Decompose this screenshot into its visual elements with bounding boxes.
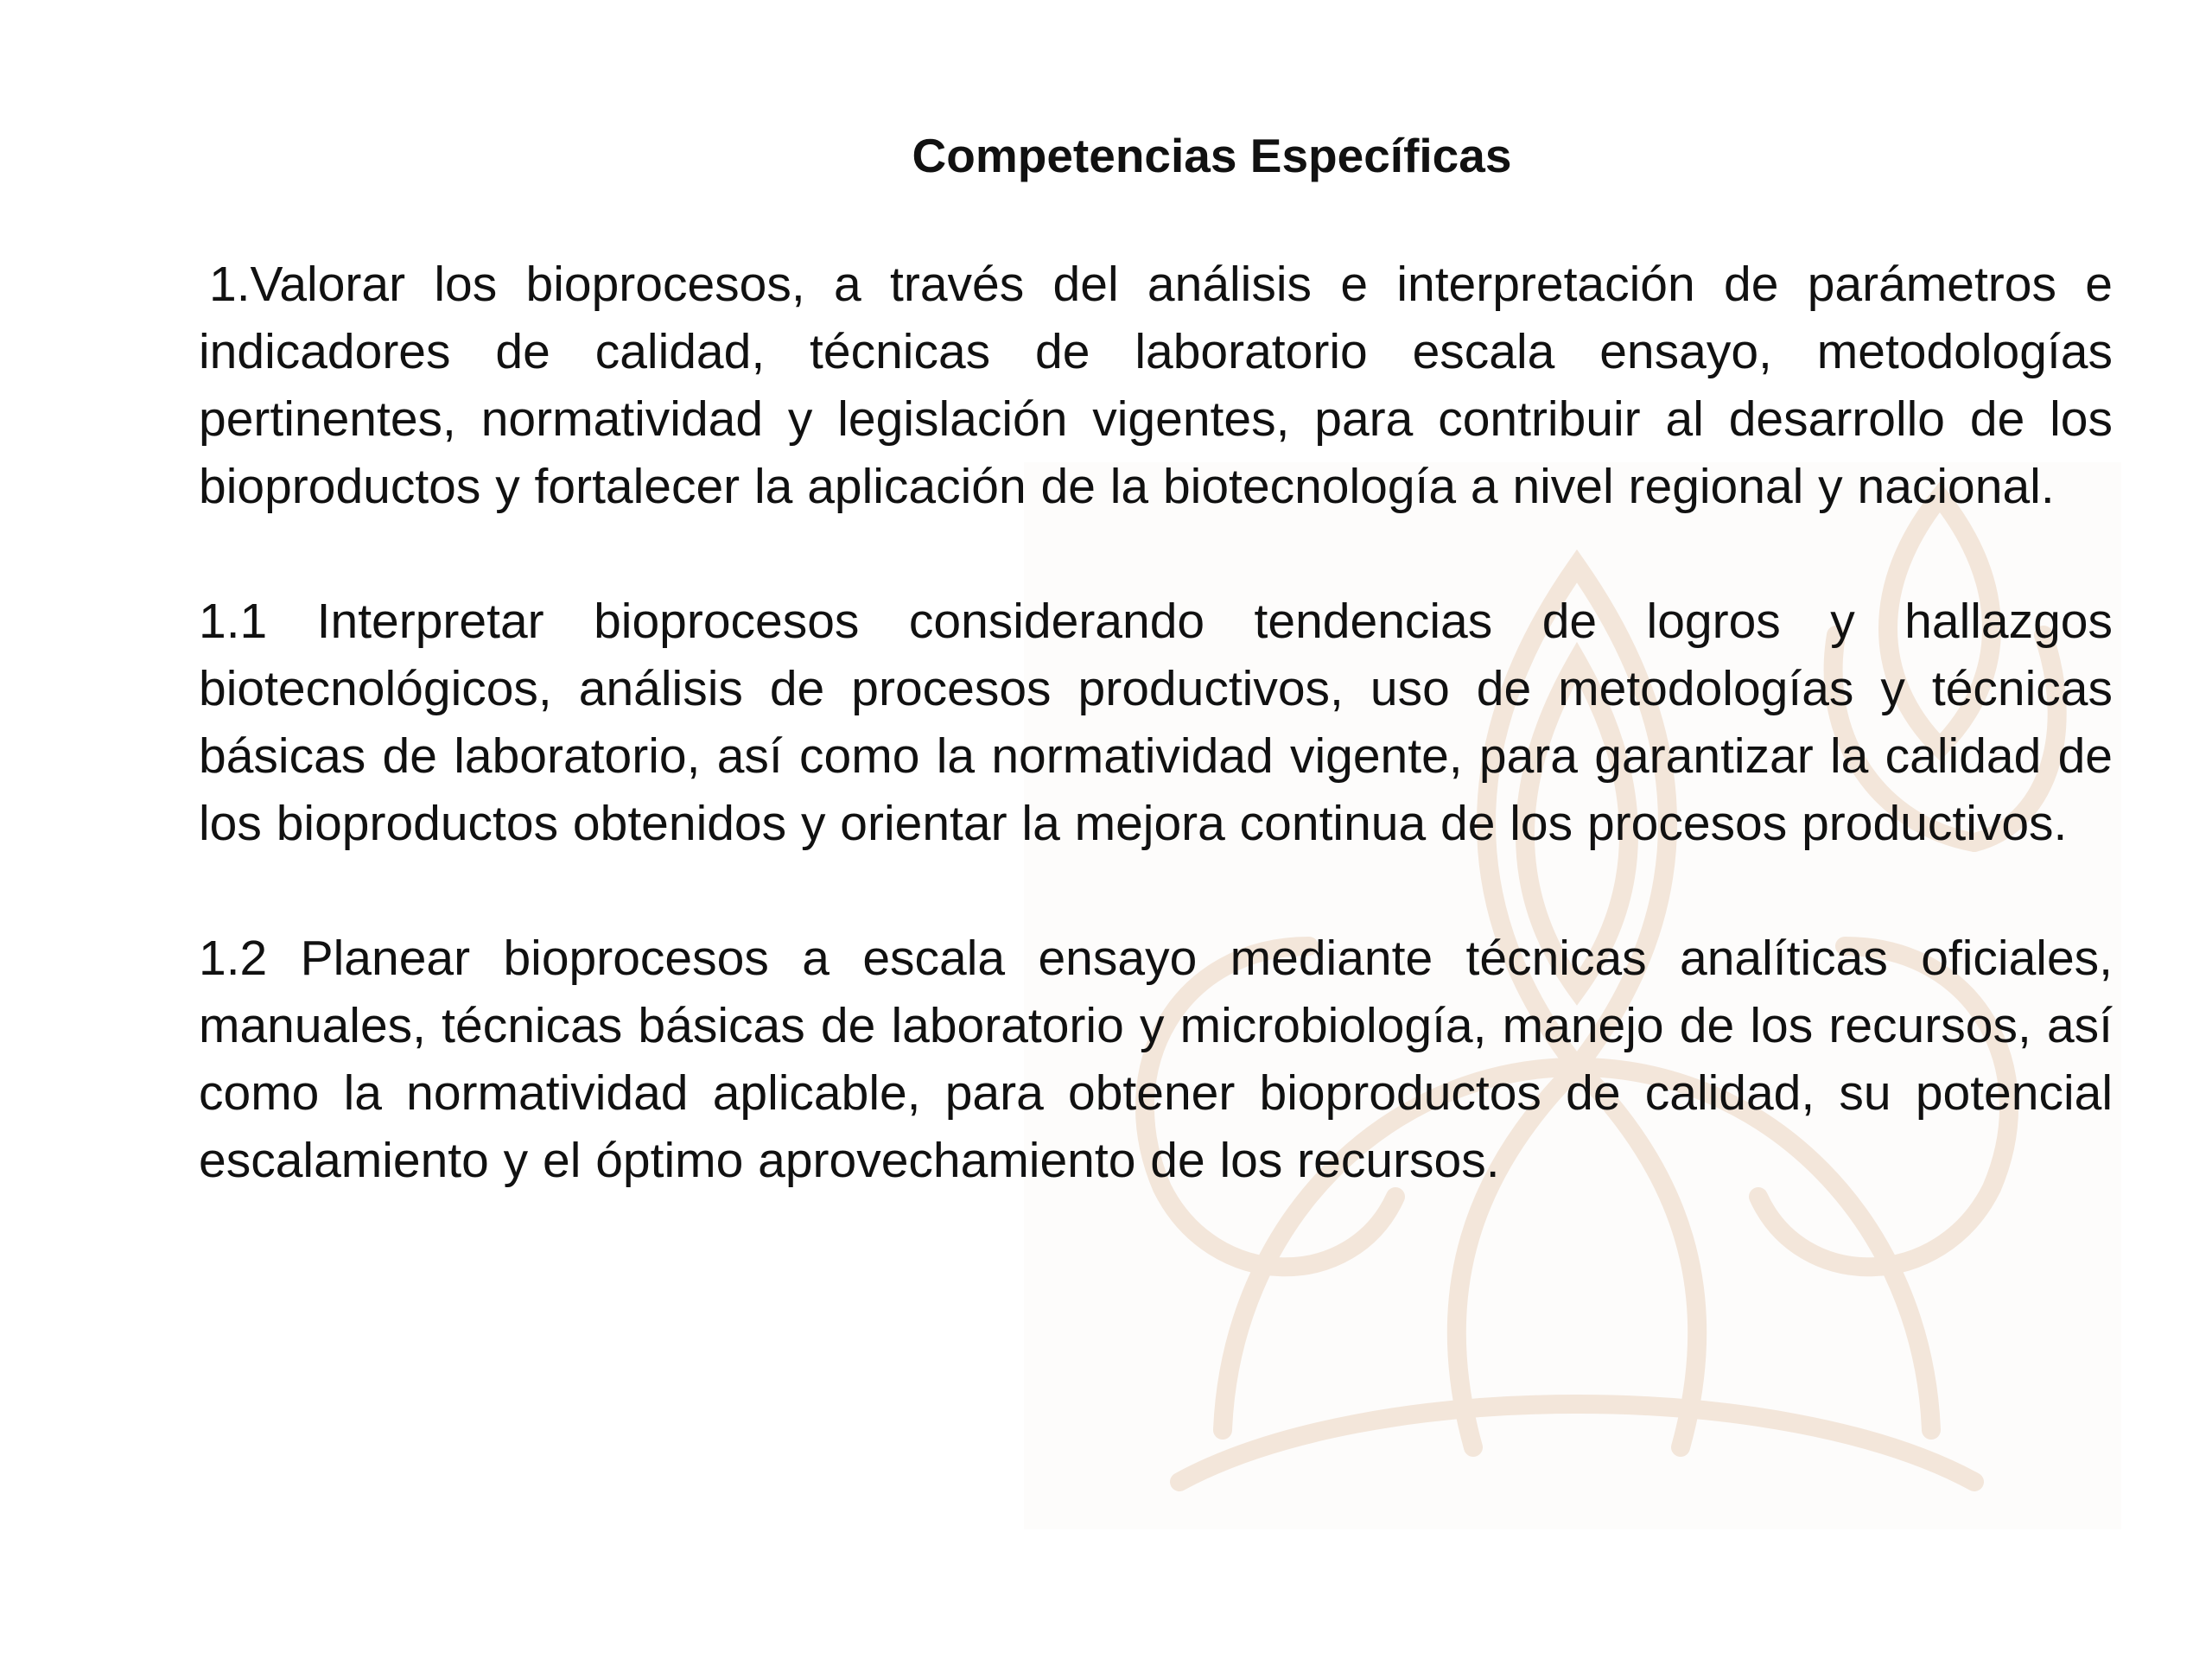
document-body xyxy=(199,121,2113,1262)
paragraph-competence-1-2: 1.2 Planear bioprocesos a escala ensayo mediante técnicas analíticas oficiales, manuales, técnicas básicas de laboratorio y microbiología, manejo de los recursos, así como la normatividad aplicable, para obtener bioproductos de calidad, su potencial escalamiento y el óptimo aprovechamiento de los recursos. xyxy=(199,931,2113,1188)
paragraph-competence-1-1: 1.1 Interpretar bioprocesos considerando tendencias de logros y hallazgos biotecnológicos, análisis de procesos productivos, uso de metodologías y técnicas básicas de laboratorio, así como la normatividad vigente, para garantizar la calidad de los bioproductos obtenidos y orientar la mejora continua de los procesos productivos. xyxy=(199,594,2113,851)
page-title: Competencias Específicas xyxy=(912,129,1512,182)
paragraph-competence-1: 1.Valorar los bioprocesos, a través del análisis e interpretación de parámetros e indicadores de calidad, técnicas de laboratorio escala ensayo, metodologías pertinentes, normatividad y legislación vigentes, para contribuir al desarrollo de los bioproductos y fortalecer la aplicación de la biotecnología a nivel regional y nacional. xyxy=(199,257,2113,514)
